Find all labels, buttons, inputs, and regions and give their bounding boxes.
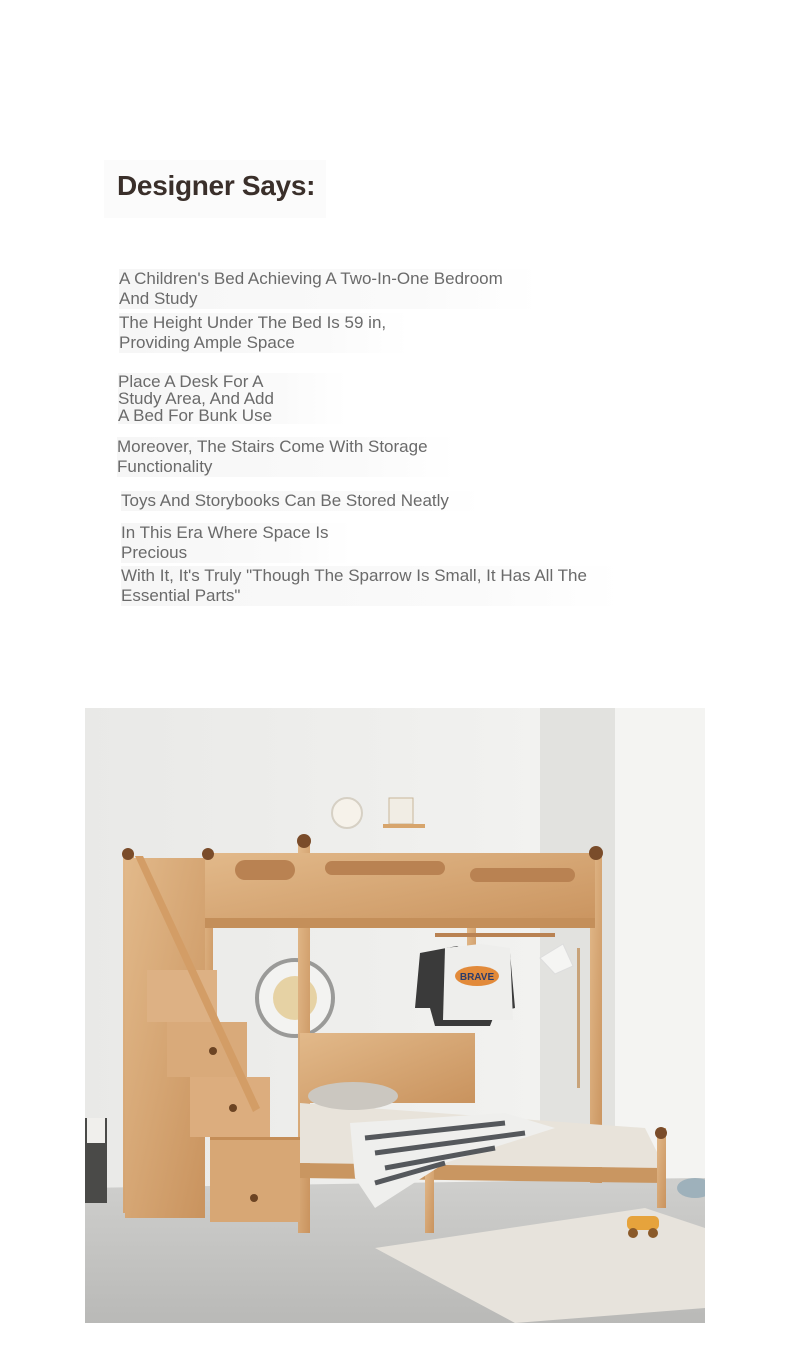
feature-line-toys: Toys And Storybooks Can Be Stored Neatly bbox=[121, 491, 481, 511]
shirt-print: BRAVE bbox=[459, 972, 495, 983]
feature-line-sparrow: With It, It's Truly "Though The Sparrow Is Small, It Has All The Essential Parts" bbox=[121, 566, 621, 606]
heading-text: Designer Says: bbox=[117, 170, 316, 201]
feature-line-stairs-storage: Moreover, The Stairs Come With Storage Functionality bbox=[117, 437, 457, 477]
loft-bed-illustration bbox=[85, 708, 705, 1323]
feature-line-height: The Height Under The Bed Is 59 in, Providing Ample Space bbox=[119, 313, 409, 353]
product-photo bbox=[85, 708, 705, 1323]
feature-line-desk: Place A Desk For A Study Area, And Add A Bed For Bunk Use bbox=[118, 373, 348, 424]
feature-line-space: In This Era Where Space Is Precious bbox=[121, 523, 351, 563]
feature-line-two-in-one: A Children's Bed Achieving A Two-In-One Bedroom And Study bbox=[119, 269, 539, 309]
designer-says-heading bbox=[104, 160, 326, 218]
